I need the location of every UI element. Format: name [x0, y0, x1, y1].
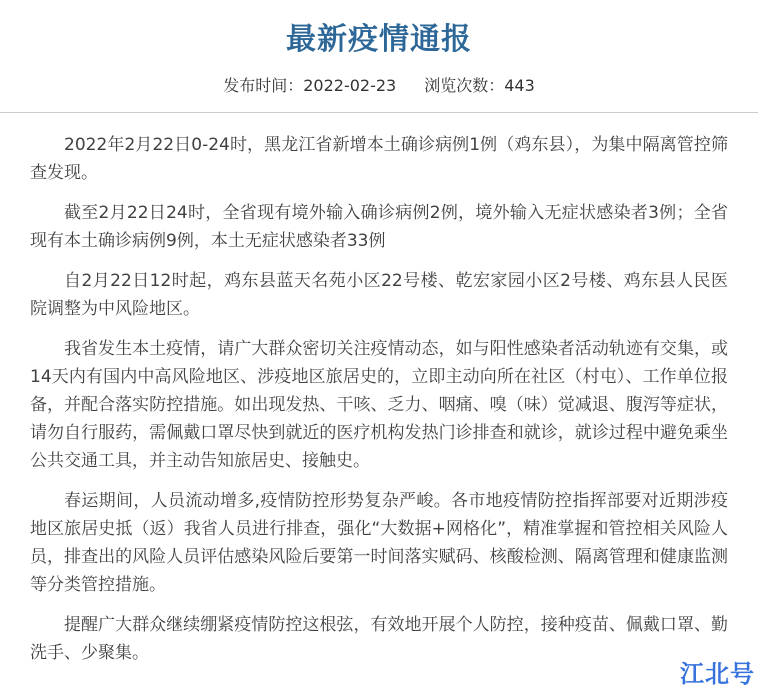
views-count: [424, 76, 535, 96]
views-count-label: 浏览次数：: [424, 76, 505, 95]
article-header: [0, 0, 758, 96]
publish-time-value: 2022-02-23: [303, 76, 397, 95]
paragraph: 自2月22日12时起，鸡东县蓝天名苑小区22号楼、乾宏家园小区2号楼、鸡东县人民医院调整为中风险地区。: [30, 271, 728, 319]
meta-row: [0, 76, 758, 96]
views-count-value: 443: [504, 76, 535, 95]
page-title: 最新疫情通报: [286, 22, 472, 57]
paragraph: 2022年2月22日0-24时，黑龙江省新增本土确诊病例1例（鸡东县），为集中隔离管控筛查发现。: [30, 135, 728, 183]
paragraph: 我省发生本土疫情，请广大群众密切关注疫情动态，如与阳性感染者活动轨迹有交集，或14天内有国内中高风险地区、涉疫地区旅居史的，立即主动向所在社区（村屯）、工作单位报备，并配合落实防控措施。如出现发热、干咳、乏力、咽痛、嗅（味）觉减退、腹泻等症状，请勿自行服药，需佩戴口罩尽快到就近的医疗机构发热门诊排查和就诊，就诊过程中避免乘坐公共交通工具，并主动告知旅居史、接触史。: [30, 339, 728, 471]
paragraph: 春运期间，人员流动增多,疫情防控形势复杂严峻。各市地疫情防控指挥部要对近期涉疫地区旅居史抵（返）我省人员进行排查，强化“大数据+网格化”，精准掌握和管控相关风险人员，排查出的风险人员评估感染风险后要第一时间落实赋码、核酸检测、隔离管理和健康监测等分类管控措施。: [30, 491, 728, 595]
publish-time: [223, 76, 396, 96]
paragraph: 提醒广大群众继续绷紧疫情防控这根弦，有效地开展个人防控，接种疫苗、佩戴口罩、勤洗手、少聚集。: [30, 615, 728, 663]
watermark-logo: 江北号: [680, 660, 755, 688]
publish-time-label: 发布时间：: [223, 76, 304, 95]
paragraph: 截至2月22日24时，全省现有境外输入确诊病例2例，境外输入无症状感染者3例；全省现有本土确诊病例9例，本土无症状感染者33例: [30, 203, 728, 251]
article-body: [0, 113, 758, 667]
